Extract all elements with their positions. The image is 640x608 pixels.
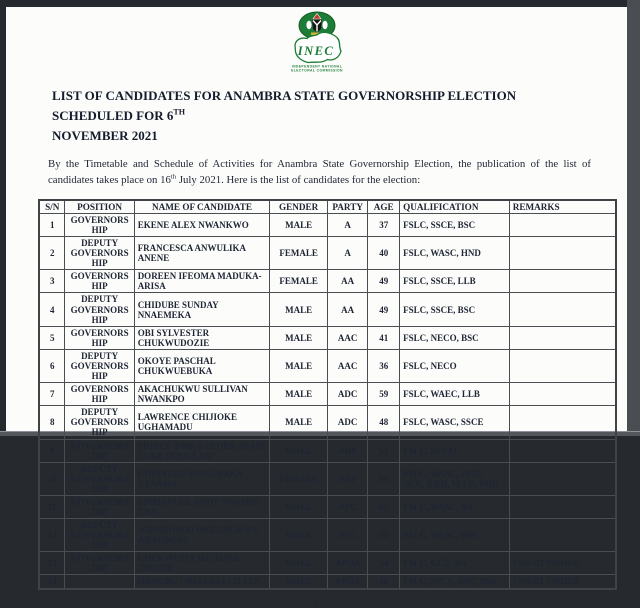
column-header-remarks: REMARKS <box>509 200 616 214</box>
cell-sn: 8 <box>39 406 65 439</box>
table-row <box>39 406 616 439</box>
cell-remarks: COURT ORDER <box>509 575 616 589</box>
intro-text-end: July 2021. Here is the list of candidates for the election: <box>176 173 421 186</box>
cell-party: ADP <box>327 462 367 495</box>
cell-remarks <box>509 213 616 236</box>
cell-age: 62 <box>368 495 400 518</box>
cell-gender: MALE <box>270 552 328 575</box>
cell-name: CHUKWUMA MICHAEL UMEOJI <box>134 552 270 575</box>
cell-age: 59 <box>368 383 400 406</box>
cell-qualification: FSLC, NECO, BSC <box>400 326 510 349</box>
cell-sn: 6 <box>39 349 65 382</box>
cell-sn: 13 <box>39 552 65 575</box>
cell-qualification: FSLC, SSCE, BSC <box>400 213 510 236</box>
cell-position: GOVERNORSHIP <box>65 270 134 293</box>
cell-gender: MALE <box>270 495 328 518</box>
page-number: 1 <box>313 595 320 608</box>
cell-sn: 5 <box>39 326 65 349</box>
table-body <box>39 213 616 588</box>
column-header-gender: GENDER <box>270 200 328 214</box>
table-row <box>39 213 616 236</box>
cell-party: ADP <box>327 439 367 462</box>
cell-qualification: FSLC, SSCE, BSC, PhD <box>400 575 510 589</box>
cell-remarks <box>509 326 616 349</box>
cell-age: 61 <box>368 462 400 495</box>
cell-party: ADC <box>327 383 367 406</box>
cell-remarks <box>509 406 616 439</box>
cell-party: AA <box>327 270 367 293</box>
logo-acronym: INEC <box>297 44 334 58</box>
cell-position: GOVERNORSHIP <box>65 439 134 462</box>
intro-paragraph <box>48 157 591 187</box>
cell-party: APC <box>327 495 367 518</box>
table-row <box>39 462 616 495</box>
title-line1: LIST OF CANDIDATES FOR ANAMBRA STATE GOVERNORSHIP ELECTION SCHEDULED FOR 6 <box>52 88 517 124</box>
cell-sn: 11 <box>39 495 65 518</box>
cell-sn: 14 <box>39 575 65 589</box>
cell-gender: FEMALE <box>270 270 328 293</box>
cell-position: DEPUTY GOVERNORSHIP <box>65 519 134 552</box>
cell-qualification: FSLC, SSCE, BSC <box>400 293 510 326</box>
cell-name: DOREEN IFEOMA MADUKA-ARISA <box>134 270 270 293</box>
cell-name: CHIDUBE SUNDAY NNAEMEKA <box>134 293 270 326</box>
document-title <box>52 86 583 146</box>
viewer-right-edge <box>627 0 640 436</box>
cell-party: A <box>327 237 367 270</box>
cell-name: OKOYE PASCHAL CHUKWUEBUKA <box>134 349 270 382</box>
table-row <box>39 293 616 326</box>
candidates-table <box>38 199 617 590</box>
cell-name: EKENE ALEX NWANKWO <box>134 213 270 236</box>
cell-position <box>65 575 134 589</box>
cell-remarks <box>509 439 616 462</box>
cell-party: AAC <box>327 326 367 349</box>
cell-gender: FEMALE <box>270 237 328 270</box>
cell-remarks <box>509 495 616 518</box>
table-row <box>39 349 616 382</box>
cell-name: PRINCE UME-EZEOKE AFAM LUKE DOUGLAS <box>134 439 270 462</box>
cell-sn: 1 <box>39 213 65 236</box>
cell-gender: MALE <box>270 439 328 462</box>
cell-remarks <box>509 519 616 552</box>
document-page <box>6 7 627 608</box>
cell-qualification: FSLC, SSCE, LLB <box>400 270 510 293</box>
logo-caption-line2: ELECTORAL COMMISSION <box>290 68 343 73</box>
cell-qualification: FSLC, WASC, BA <box>400 495 510 518</box>
table-row <box>39 552 616 575</box>
cell-sn: 4 <box>39 293 65 326</box>
cell-position: GOVERNORSHIP <box>65 213 134 236</box>
cell-remarks <box>509 293 616 326</box>
cell-sn: 9 <box>39 439 65 462</box>
cell-age: 37 <box>368 213 400 236</box>
cell-age: 49 <box>368 293 400 326</box>
cell-position: GOVERNORSHIP <box>65 383 134 406</box>
cell-party: ADC <box>327 406 367 439</box>
cell-age: 51 <box>368 439 400 462</box>
cell-gender: MALE <box>270 519 328 552</box>
cell-party: A <box>327 213 367 236</box>
cell-position: DEPUTY GOVERNORSHIP <box>65 349 134 382</box>
cell-sn: 3 <box>39 270 65 293</box>
cell-position: DEPUTY GOVERNORSHIP <box>65 293 134 326</box>
intro-text-start: By the Timetable and Schedule of Activities for Anambra State Governorship Election, the publication of the list of candidates takes place on 16 <box>48 158 591 186</box>
cell-qualification: FSLC, WASC, SSCE <box>400 406 510 439</box>
cell-position: GOVERNORSHIP <box>65 326 134 349</box>
cell-qualification: FSLC, WASC, HND <box>400 237 510 270</box>
logo-caption-line1: INDEPENDENT NATIONAL <box>291 64 342 69</box>
cell-position: GOVERNORSHIP <box>65 495 134 518</box>
column-header-name: NAME OF CANDIDATE <box>134 200 270 214</box>
cell-qualification: FSLC, NECO <box>400 349 510 382</box>
cell-qualification: FSLC, WAEC, LLB <box>400 383 510 406</box>
cell-gender: FEMALE <box>270 462 328 495</box>
column-header-qualification: QUALIFICATION <box>400 200 510 214</box>
cell-age: 54 <box>368 552 400 575</box>
table-row <box>39 439 616 462</box>
cell-remarks <box>509 462 616 495</box>
column-header-sn: S/N <box>39 200 65 214</box>
cell-name: JOHNBOSCO OKECHUKWU ANAEDOBE <box>134 519 270 552</box>
cell-age: 40 <box>368 237 400 270</box>
cell-remarks <box>509 237 616 270</box>
title-ordinal-suffix: TH <box>173 107 185 117</box>
cell-gender: MALE <box>270 349 328 382</box>
cell-position: DEPUTY GOVERNORSHIP <box>65 462 134 495</box>
cell-name: LAWRENCE CHIJIOKE UGHAMADU <box>134 406 270 439</box>
cell-sn: 7 <box>39 383 65 406</box>
cell-gender: MALE <box>270 575 328 589</box>
cell-remarks: COURT ORDER <box>509 552 616 575</box>
cell-party: APC <box>327 519 367 552</box>
cell-position: DEPUTY GOVERNORSHIP <box>65 406 134 439</box>
cell-age: 53 <box>368 519 400 552</box>
cell-age: 41 <box>368 326 400 349</box>
cell-gender: MALE <box>270 293 328 326</box>
cell-age: 48 <box>368 406 400 439</box>
inec-logo <box>282 10 352 73</box>
cell-gender: MALE <box>270 213 328 236</box>
cell-name: CHINYERE UZOAMAKA UYANWA <box>134 462 270 495</box>
table-row <box>39 519 616 552</box>
cell-age: 48 <box>368 575 400 589</box>
cell-qualification: FSLC, NECO <box>400 439 510 462</box>
cell-sn: 10 <box>39 462 65 495</box>
cell-gender: MALE <box>270 406 328 439</box>
cell-age: 36 <box>368 349 400 382</box>
cell-name: EMMANUEL ANDY NNAMDI UBA <box>134 495 270 518</box>
table-row <box>39 237 616 270</box>
table-row <box>39 495 616 518</box>
cell-age: 49 <box>368 270 400 293</box>
table-row <box>39 326 616 349</box>
cell-remarks <box>509 383 616 406</box>
table-row <box>39 575 616 589</box>
cell-sn: 12 <box>39 519 65 552</box>
table-row <box>39 383 616 406</box>
cell-name: OBI SYLVESTER CHUKWUDOZIE <box>134 326 270 349</box>
cell-party: APGA <box>327 575 367 589</box>
cell-name: FRANCESCA ANWULIKA ANENE <box>134 237 270 270</box>
cell-name: OROGBU OBIAGELI LILIAN <box>134 575 270 589</box>
cell-position: DEPUTY GOVERNORSHIP <box>65 237 134 270</box>
cell-remarks <box>509 270 616 293</box>
cell-qualification: FSLC, WASC, TCII, NCE, B.ED, M.ED, PHD <box>400 462 510 495</box>
title-line2: NOVEMBER 2021 <box>52 128 158 144</box>
cell-name: AKACHUKWU SULLIVAN NWANKPO <box>134 383 270 406</box>
cell-qualification: FSLC, GCE, BA <box>400 552 510 575</box>
cell-gender: MALE <box>270 383 328 406</box>
cell-sn: 2 <box>39 237 65 270</box>
table-row <box>39 270 616 293</box>
cell-qualification: FSLC, WASC, BSC <box>400 519 510 552</box>
cell-remarks <box>509 349 616 382</box>
cell-party: APGA <box>327 552 367 575</box>
header-row <box>39 200 616 214</box>
cell-gender: MALE <box>270 326 328 349</box>
column-header-position: POSITION <box>65 200 134 214</box>
cell-party: AA <box>327 293 367 326</box>
column-header-age: AGE <box>368 200 400 214</box>
intro-ordinal-suffix: th <box>170 172 177 180</box>
cell-party: AAC <box>327 349 367 382</box>
column-header-party: PARTY <box>327 200 367 214</box>
cell-position: GOVERNORSHIP <box>65 552 134 575</box>
